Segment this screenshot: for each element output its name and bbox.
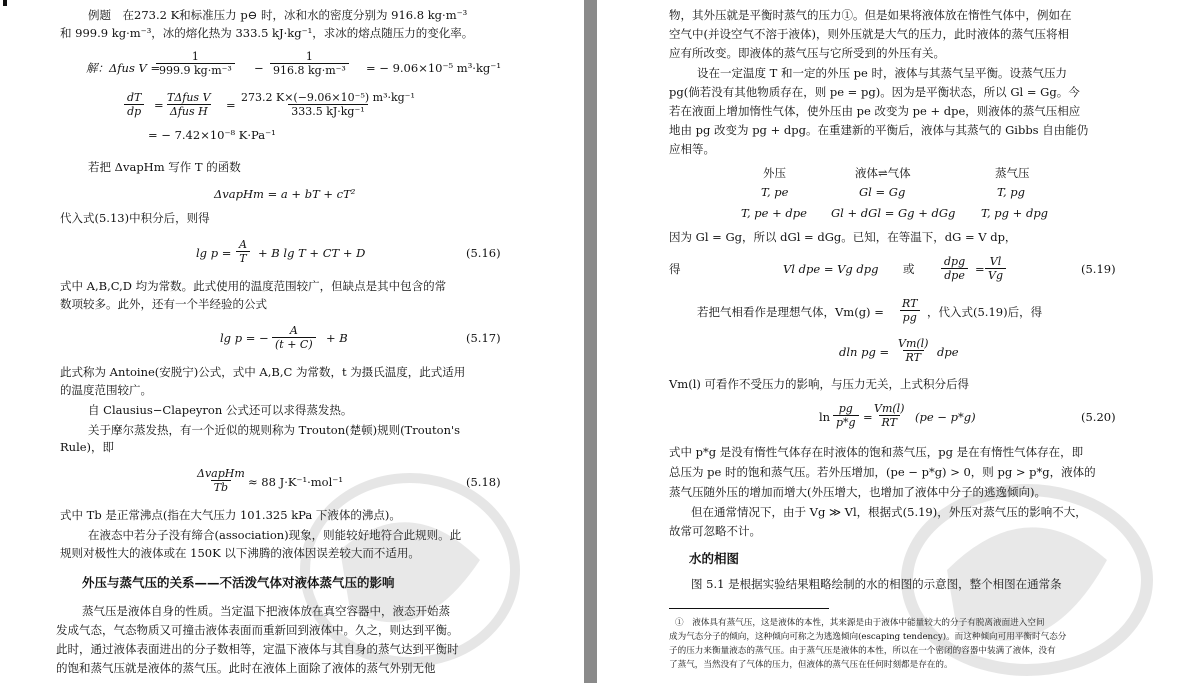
- eq520-pg: pg: [838, 402, 853, 415]
- r-line11: Vm(l) 可看作不受压力的影响，与压力无关，上式积分后得: [669, 377, 970, 391]
- dp-den: dp: [124, 104, 144, 118]
- dln-den: RT: [903, 350, 924, 364]
- eq517-den: (t + C): [272, 337, 316, 351]
- eq517-fraction: [272, 324, 316, 351]
- tv-den: Δfus H: [167, 104, 211, 118]
- para6-line1: 在液态中若分子没有缔合(association)现象，则能较好地符合此规则。此: [88, 528, 462, 542]
- eq520-frac-v: [871, 402, 907, 429]
- eq520-vm: Vm(l): [874, 402, 905, 415]
- footnote-line3: 子的压力来衡量液态的蒸气压。由于蒸气压是液体的本性，所以在一个密闭的容器中装满了液体，没有: [669, 646, 1056, 656]
- page-gutter: [584, 0, 597, 683]
- r10-post: ，代入式(5.19)后，得: [927, 305, 1043, 319]
- fraction-1: [156, 50, 235, 77]
- dln-fraction: [895, 337, 931, 364]
- eq517-lhs: lg p = −: [220, 331, 269, 345]
- para7-line1: 蒸气压是液体自身的性质。当定温下把液体放在真空容器中，液态开始蒸: [82, 604, 450, 618]
- eq520-equals: =: [863, 410, 873, 424]
- eq517-num: A: [289, 324, 298, 337]
- equals-2: =: [226, 98, 236, 112]
- r-line2: 空气中(并设空气不溶于液体)，则外压就是大气的压力，此时液体的蒸气压将相: [669, 27, 1069, 41]
- para5: 式中 Tb 是正常沸点(指在大气压力 101.325 kPa 下液体的沸点)。: [60, 508, 401, 522]
- r-line17: 图 5.1 是根据实验结果粗略绘制的水的相图的示意图，整个相图在通常条: [691, 577, 1062, 591]
- r10-num: RT: [902, 297, 918, 310]
- right-page: [597, 0, 1198, 683]
- footnote-line1: ① 液体具有蒸气压，这是液体的本性，其来源是由于液体中能量较大的分子有脱离液面进入空间: [675, 618, 1045, 628]
- eq516-den: T: [236, 251, 249, 265]
- r-line3: 应有所改变。即液体的蒸气压与它所受到的外压有关。: [669, 46, 945, 60]
- eq518-fraction: [194, 467, 248, 494]
- r10-den: pg: [900, 310, 920, 324]
- example-line-2: 和 999.9 kg·m⁻³，冰的熔化热为 333.5 kJ·kg⁻¹，求冰的熔点随压力的变化率。: [60, 26, 474, 40]
- eq519-frac-d: [941, 255, 968, 282]
- dln-lhs: dln pg =: [839, 345, 890, 359]
- function-equation: ΔvapHm = a + bT + cT²: [214, 187, 356, 201]
- table-b1: T, pe + dpe: [741, 206, 807, 220]
- r-line9: 因为 Gl = Gg，所以 dGl = dGg。已知，在等温下，dG = V dp，: [669, 230, 1017, 244]
- r-line12: 式中 p*g 是没有惰性气体存在时液体的饱和蒸气压，pg 是在有惰性气体存在，即: [669, 445, 1084, 459]
- table-a3: T, pg: [997, 185, 1026, 199]
- fraction-2-den: 916.8 kg·m⁻³: [270, 63, 349, 77]
- para4-line2: Rule)，即: [60, 440, 115, 454]
- de-label: 得: [669, 262, 681, 276]
- solution-label: 解：Δfus V =: [86, 61, 161, 75]
- tv-fraction: [164, 91, 214, 118]
- solution-result: = − 9.06×10⁻⁵ m³·kg⁻¹: [366, 61, 501, 75]
- minus-sign: −: [254, 61, 264, 75]
- eq518-number: (5.18): [466, 475, 501, 489]
- section-heading: 外压与蒸气压的关系——不活泼气体对液体蒸气压的影响: [82, 575, 395, 590]
- para6-line2: 规则对极性大的液体或在 150K 以下沸腾的液体因误差较大而不适用。: [60, 546, 420, 560]
- eq519-or: 或: [903, 262, 915, 276]
- dln-num: Vm(l): [898, 337, 929, 350]
- eq516-num: A: [239, 238, 247, 251]
- para1-line1: 式中 A,B,C,D 均为常数。此式使用的温度范围较广，但缺点是其中包含的常: [60, 279, 447, 293]
- eq519-vg: Vg: [985, 268, 1006, 282]
- r-line16: 故常可忽略不计。: [669, 524, 761, 538]
- eq520-rt: RT: [879, 415, 900, 429]
- table-a2: Gl = Gg: [859, 185, 906, 199]
- eq520-number: (5.20): [1081, 410, 1116, 424]
- eq519-dpg: dpg: [944, 255, 966, 268]
- r-line13: 总压为 pe 时的饱和蒸气压。若外压增加，(pe − p*g) > 0，则 pg > p*g，液体的: [669, 465, 1096, 479]
- r-line1: 物，其外压就是平衡时蒸气的压力①。但是如果将液体放在惰性气体中，例如在: [669, 8, 1072, 22]
- tv-num: TΔfus V: [167, 91, 211, 104]
- eq516-lhs: lg p =: [196, 246, 232, 260]
- r-line6: 若在液面上增加惰性气体，使外压由 pe 改变为 pe + dpe，则液体的蒸气压相应: [669, 104, 1081, 118]
- example-line-1: 例题 在273.2 K和标准压力 p⊖ 时，冰和水的密度分别为 916.8 kg·m⁻³: [88, 8, 468, 22]
- left-page: [0, 0, 584, 683]
- value-den: 333.5 kJ·kg⁻¹: [288, 104, 367, 118]
- r10-pre: 若把气相看作是理想气体，Vm(g) =: [697, 305, 884, 319]
- dT-num: dT: [127, 91, 142, 104]
- watermark-stamp-2: [897, 480, 1157, 680]
- r-line14: 蒸气压随外压的增加而增大(外压增大，也增加了液体中分子的逃逸倾向)。: [669, 485, 1046, 499]
- table-header-2: 液体⇌气体: [855, 166, 911, 180]
- fraction-2: [270, 50, 349, 77]
- r-line5: pg(倘若没有其他物质存在，则 pe = pg)。因为是平衡状态，所以 Gl = Gg。今: [669, 85, 1080, 99]
- table-b2: Gl + dGl = Gg + dGg: [831, 206, 956, 220]
- para4-line1: 关于摩尔蒸发热，有一个近似的规则称为 Trouton(楚顿)规则(Trouton's: [88, 423, 461, 437]
- eq519-dpe: dpe: [941, 268, 968, 282]
- para3: 自 Clausius−Clapeyron 公式还可以求得蒸发热。: [88, 403, 353, 417]
- eq519-mid: Vl dpe = Vg dpg: [783, 262, 879, 276]
- dln-rhs: dpe: [937, 345, 959, 359]
- line-substitute: 代入式(5.13)中积分后，则得: [60, 211, 210, 225]
- eq520-pg-star: p*g: [833, 415, 859, 429]
- para7-line3: 此时，通过液体表面进出的分子数相等，定温下液体与其自身的蒸气达到平衡时: [56, 642, 459, 656]
- eq518-den: Tb: [211, 480, 231, 494]
- table-a1: T, pe: [761, 185, 789, 199]
- eq516-number: (5.16): [466, 246, 501, 260]
- table-header-3: 蒸气压: [995, 166, 1030, 180]
- table-header-1: 外压: [763, 166, 786, 180]
- footnote-line4: 了蒸气，当然没有了气体的压力，但液体的蒸气压在任何时刻都是存在的。: [669, 660, 953, 670]
- corner-mark: [3, 0, 7, 6]
- para7-line4: 的饱和蒸气压就是液体的蒸气压。此时在液体上面除了液体的蒸气外别无他: [56, 661, 436, 675]
- para2-line2: 的温度范围较广。: [60, 383, 152, 397]
- dT-dp-fraction: [124, 91, 144, 118]
- value-num: 273.2 K×(−9.06×10⁻⁵) m³·kg⁻¹: [241, 91, 415, 104]
- r-line15: 但在通常情况下，由于 Vg ≫ Vl，根据式(5.19)，外压对蒸气压的影响不大，: [691, 505, 1087, 519]
- value-result: = − 7.42×10⁻⁸ K·Pa⁻¹: [148, 128, 276, 142]
- footnote-line2: 成为气态分子的倾向，这种倾向可称之为逃逸倾向(escaping tendency)。而这种倾向可用平衡时气态分: [669, 632, 1067, 642]
- r-line7: 地由 pg 改变为 pg + dpg。在重建新的平衡后，液体与其蒸气的 Gibbs 自由能仍: [669, 123, 1089, 137]
- section-heading-2: 水的相图: [689, 551, 740, 566]
- fraction-1-den: 999.9 kg·m⁻³: [156, 63, 235, 77]
- table-b3: T, pg + dpg: [981, 206, 1049, 220]
- eq519-vl: Vl: [989, 255, 1002, 268]
- r-line4: 设在一定温度 T 和一定的外压 pe 时，液体与其蒸气呈平衡。设蒸气压力: [697, 66, 1067, 80]
- eq516-fraction: [236, 238, 250, 265]
- eq520-ln: ln: [819, 410, 831, 424]
- watermark-stamp: [300, 470, 520, 670]
- value-fraction: [238, 91, 418, 118]
- para2-line1: 此式称为 Antoine(安脱宁)公式，式中 A,B,C 为常数，t 为摄氏温度，此式适用: [60, 365, 466, 379]
- eq520-rhs: (pe − p*g): [915, 410, 976, 424]
- para7-line2: 发成气态，气态物质又可撞击液体表面而重新回到液体中。久之，则达到平衡。: [56, 623, 459, 637]
- eq517-rhs: + B: [326, 331, 348, 345]
- para1-line2: 数项较多。此外，还有一个半经验的公式: [60, 297, 267, 311]
- eq520-frac-p: [833, 402, 859, 429]
- r10-fraction: [899, 297, 920, 324]
- line-function: 若把 ΔvapHm 写作 T 的函数: [88, 160, 241, 174]
- fraction-2-num: 1: [305, 50, 313, 63]
- eq517-number: (5.17): [466, 331, 501, 345]
- eq519-equals: =: [975, 262, 985, 276]
- eq519-number: (5.19): [1081, 262, 1116, 276]
- eq518-rhs: ≈ 88 J·K⁻¹·mol⁻¹: [248, 475, 343, 489]
- eq518-num: ΔvapHm: [197, 467, 245, 480]
- footnote-rule: [669, 608, 829, 609]
- fraction-1-num: 1: [191, 50, 199, 63]
- equals-1: =: [154, 98, 164, 112]
- r-line8: 应相等。: [669, 142, 715, 156]
- eq516-rhs: + B lg T + CT + D: [258, 246, 366, 260]
- eq519-frac-v: [985, 255, 1006, 282]
